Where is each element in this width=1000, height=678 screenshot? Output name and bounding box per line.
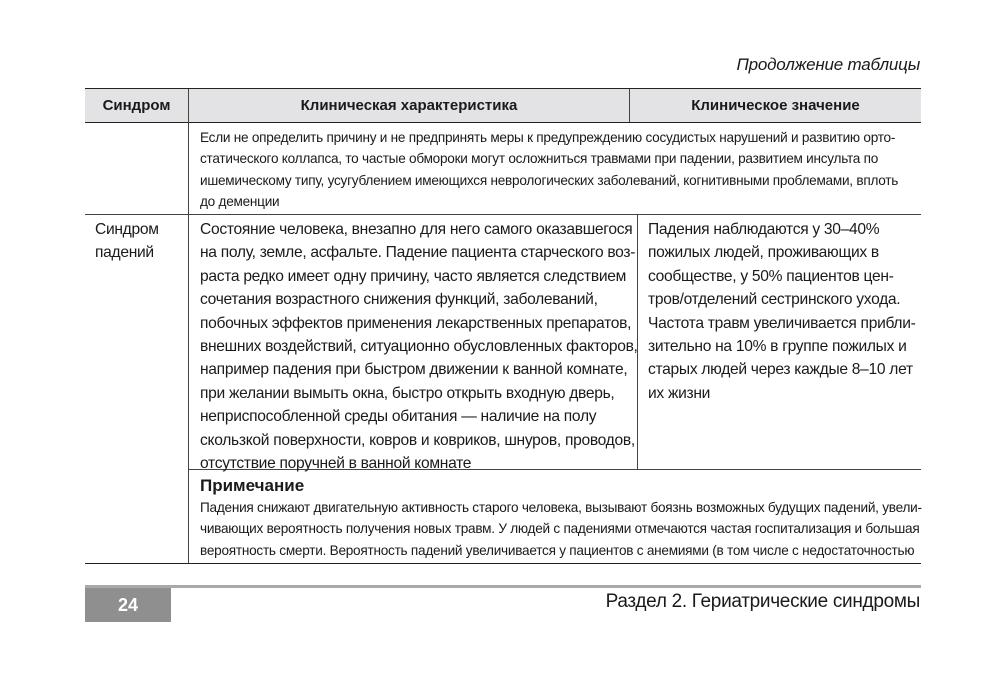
column-divider [188,89,189,563]
note [200,476,922,561]
column-divider [629,89,630,122]
clinical-characteristic: Состояние человека, внезапно для него самого оказавшегося на полу, земле, асфальте. Падение пациента старческого воз- раста редко имеет одну причину, часто является следствием сочетания возрастного снижения функций, заболеваний, побочных эффектов применения лекарственных препаратов, внешних воздействий, ситуационно обусловленных факторов, например падения при быстром движении к ванной комнате, при желании вымыть окна, быстро открыть входную дверь, неприспособленной среды обитания — наличие на полу скользкой поверхности, ковров и ковриков, шнуров, проводов, отсутствие поручней в ванной комнате [200,221,638,473]
table-row-syncope-consequences: Если не определить причину и не предпринять меры к предупреждению сосудистых нарушений и развитию орто- статического коллапса, то частые обмороки могут осложниться травмами при падении, развитием инсульта по ишемическому типу, усугублением имеющихся неврологических заболеваний, когнитивными проблемами, вплоть до деменции [200,130,899,209]
page-number: 24 [85,588,171,622]
row-divider [85,214,921,215]
syndrome-table [85,88,921,564]
note-title: Примечание [200,476,305,495]
table-header [85,89,921,123]
column-header-characteristic: Клиническая характеристика [300,97,518,114]
footer-rule [85,585,921,588]
column-header-significance: Клиническое значение [691,97,860,114]
section-title: Раздел 2. Гериатрические синдромы [605,591,920,612]
continuation-label: Продолжение таблицы [736,55,920,74]
column-header-syndrome: Синдром [102,97,171,114]
clinical-significance: Падения наблюдаются у 30–40% пожилых людей, проживающих в сообществе, у 50% пациентов цен- тров/отделений сестринского ухода. Частота травм увеличивается прибли- зительно на 10% в группе пожилых и старых людей через каждые 8–10 лет их жизни [648,221,916,402]
note-text: Падения снижают двигательную активность старого человека, вызывают боязнь возможных будущих падений, увели- чивающих вероятность получения новых травм. У людей с падениями отмечаются частая госпитализация и большая вероятность смерти. Вероятность падений увеличивается у пациентов с анемиями (в том числе с недостаточностью [200,500,922,558]
syndrome-name: Синдром падений [95,221,159,262]
